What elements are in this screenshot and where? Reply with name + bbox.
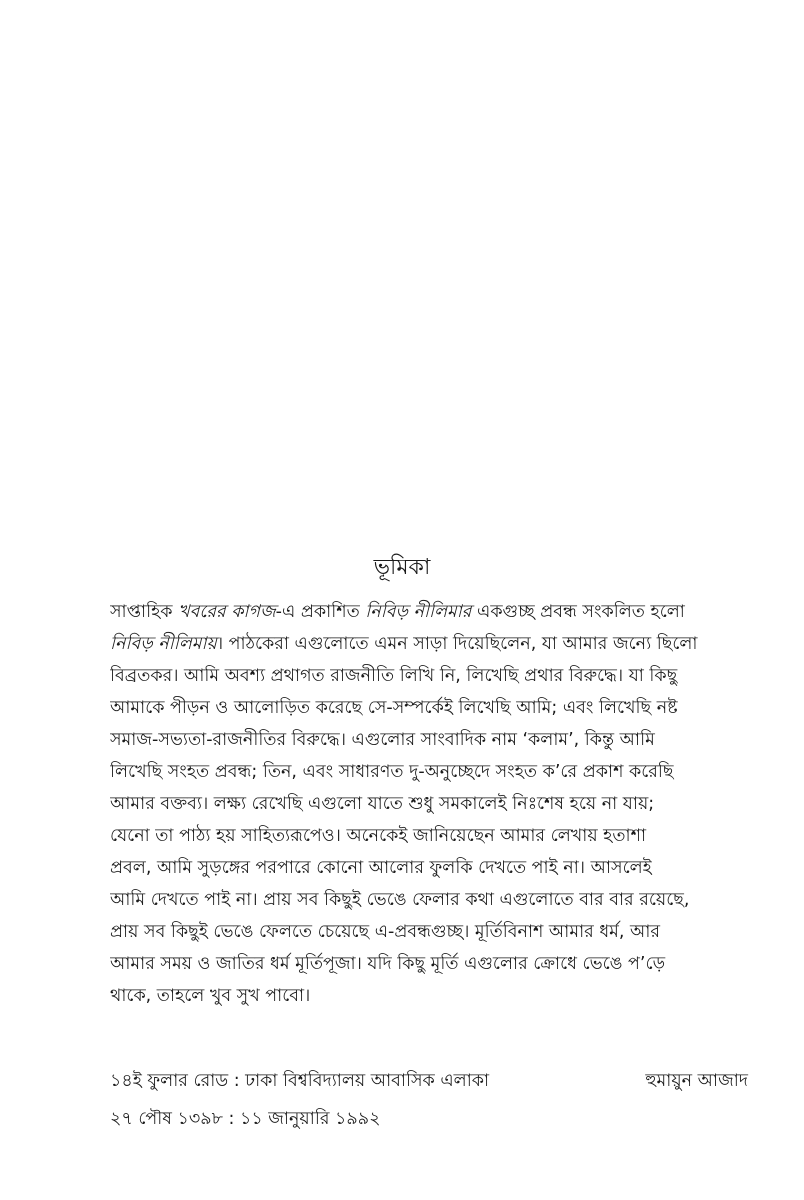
paragraph-line: প্রবল, আমি সুড়ঙ্গের পরপারে কোনো আলোর ফুলকি দেখতে পাই না। আসলেই xyxy=(110,858,652,878)
paragraph-line: আমার বক্তব্য। লক্ষ্য রেখেছি এগুলো যাতে শুধু সমকালেই নিঃশেষ হয়ে না যায়; xyxy=(110,794,655,814)
text-run: সাপ্তাহিক xyxy=(110,602,179,622)
newspaper-name: খবরের কাগজ xyxy=(178,602,276,622)
paragraph-line: সমাজ-সভ্যতা-রাজনীতির বিরুদ্ধে। এগুলোর সাংবাদিক নাম ‘কলাম’, কিন্তু আমি xyxy=(110,730,655,750)
book-name: নিবিড় নীলিমায় xyxy=(110,634,217,654)
footer-address: ১৪ই ফুলার রোড : ঢাকা বিশ্ববিদ্যালয় আবাসিক এলাকা xyxy=(110,1071,490,1091)
paragraph-line: আমি দেখতে পাই না। প্রায় সব কিছুই ভেঙে ফেলার কথা এগুলোতে বার বার রয়েছে, xyxy=(110,890,690,910)
preface-paragraph xyxy=(110,596,748,1012)
text-run: । পাঠকেরা এগুলোতে এমন সাড়া দিয়েছিলেন, যা আমার জন্যে ছিলো xyxy=(216,634,698,654)
page-title: ভূমিকা xyxy=(373,555,431,580)
footer-date: ২৭ পৌষ ১৩৯৮ : ১১ জানুয়ারি ১৯৯২ xyxy=(110,1109,381,1129)
text-run: -এ প্রকাশিত xyxy=(275,602,366,622)
paragraph-line: লিখেছি সংহত প্রবন্ধ; তিন, এবং সাধারণত দু-অনুচ্ছেদে সংহত ক’রে প্রকাশ করেছি xyxy=(110,762,674,782)
paragraph-line xyxy=(110,628,748,660)
paragraph-line: আমার সময় ও জাতির ধর্ম মূর্তিপূজা। যদি কিছু মূর্তি এগুলোর ক্রোধে ভেঙে প’ড়ে xyxy=(110,954,666,974)
text-run: একগুচ্ছ প্রবন্ধ সংকলিত হলো xyxy=(471,602,685,622)
paragraph-line xyxy=(110,596,748,628)
paragraph-line: বিব্রতকর। আমি অবশ্য প্রথাগত রাজনীতি লিখি নি, লিখেছি প্রথার বিরুদ্ধে। যা কিছু xyxy=(110,666,678,686)
paragraph-line: আমাকে পীড়ন ও আলোড়িত করেছে সে-সম্পর্কেই লিখেছি আমি; এবং লিখেছি নষ্ট xyxy=(110,698,678,718)
paragraph-line: যেনো তা পাঠ্য হয় সাহিত্যরূপেও। অনেকেই জানিয়েছেন আমার লেখায় হতাশা xyxy=(110,826,647,846)
column-name: নিবিড় নীলিমার xyxy=(365,602,472,622)
paragraph-line: থাকে, তাহলে খুব সুখ পাবো। xyxy=(110,986,311,1006)
paragraph-line: প্রায় সব কিছুই ভেঙে ফেলতে চেয়েছে এ-প্রবন্ধগুচ্ছ। মূর্তিবিনাশ আমার ধর্ম, আর xyxy=(110,922,661,942)
author-signature: হুমায়ুন আজাদ xyxy=(645,1071,748,1091)
